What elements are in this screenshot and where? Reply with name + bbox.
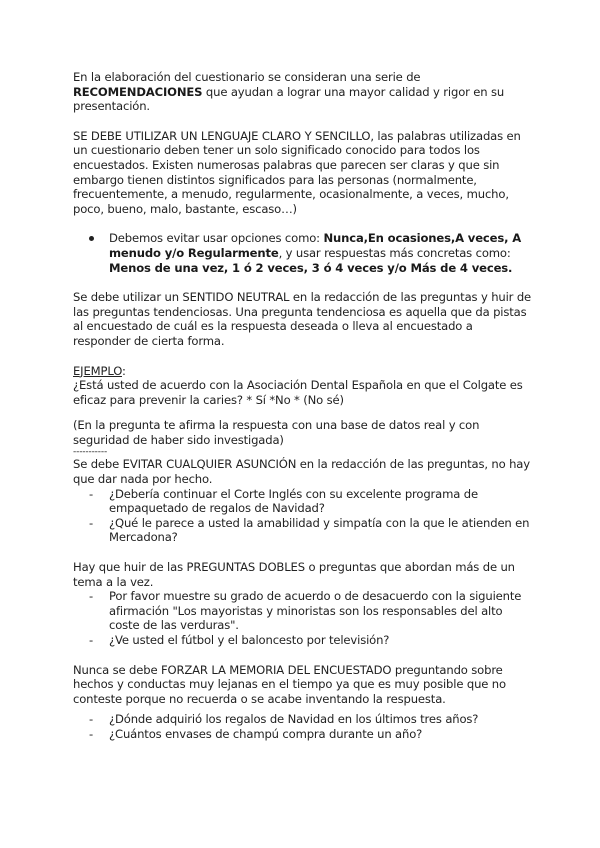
dash-icon: -: [89, 486, 94, 501]
asuncion-list: [73, 487, 533, 545]
list-item-text: ¿Cuántos envases de champú compra durante un año?: [109, 726, 423, 741]
dash-icon: -: [89, 515, 94, 530]
intro-text-end: que ayudan a lograr una mayor calidad y rigor en su presentación.: [73, 84, 505, 114]
ejemplo-note: (En la pregunta te afirma la respuesta con una base de datos real y con seguridad de haber sido investigada): [73, 418, 480, 447]
list-item: [73, 487, 533, 516]
list-item: [73, 712, 533, 727]
dash-icon: -: [89, 633, 94, 647]
list-item-text: ¿Qué le parece a usted la amabilidad y simpatía con la que le atienden en Mercadona?: [109, 515, 530, 545]
list-item: [73, 589, 533, 633]
bullet-text: Debemos evitar usar opciones como:: [109, 231, 324, 246]
ejemplo-heading: [73, 364, 533, 379]
separator: -----------: [73, 447, 108, 458]
intro-text: En la elaboración del cuestionario se consideran una serie de: [73, 70, 421, 84]
list-item-text: Por favor muestre su grado de acuerdo o de desacuerdo con la siguiente afirmación "Los mayoristas y minoristas son los responsables del alto coste de las verduras".: [109, 589, 522, 633]
list-item: [73, 633, 533, 648]
ejemplo-colon: :: [121, 363, 126, 378]
document-page: [73, 70, 533, 742]
ejemplo-question: ¿Está usted de acuerdo con la Asociación Dental Española en que el Colgate es eficaz para prevenir la caries? * Sí *No * (No sé): [73, 378, 523, 407]
lenguaje-paragraph: SE DEBE UTILIZAR UN LENGUAJE CLARO Y SENCILLO, las palabras utilizadas en un cuestionario deben tener un solo significado conocido para todos los encuestados. Existen numerosas palabras que parecen ser claras y que sin embargo tienen distintos significados para las personas (normalmente, frecuentemente, a menudo, regularmente, ocasionalmente, a veces, mucho, poco, bueno, malo, bastante, escaso…): [73, 128, 521, 216]
dash-icon: -: [89, 589, 94, 604]
memoria-paragraph: Nunca se debe FORZAR LA MEMORIA DEL ENCUESTADO preguntando sobre hechos y conductas muy lejanas en el tiempo ya que es muy posible que no conteste porque no recuerda o se acabe inventando la respuesta.: [73, 662, 506, 706]
list-item-text: ¿Ve usted el fútbol y el baloncesto por televisión?: [109, 633, 390, 647]
list-item: [73, 727, 533, 742]
memoria-list: [73, 712, 533, 741]
asuncion-paragraph: Se debe EVITAR CUALQUIER ASUNCIÓN en la redacción de las preguntas, no hay que dar nada por hecho.: [73, 457, 530, 487]
recomendaciones-heading: RECOMENDACIONES: [73, 84, 203, 99]
vague-options: Nunca,En ocasiones,A veces, A menudo y/o Regularmente: [109, 231, 522, 260]
intro-paragraph: [73, 70, 533, 114]
bullet-icon: [89, 236, 94, 241]
list-item-text: ¿Debería continuar el Corte Inglés con su excelente programa de empaquetado de regalos de Navidad?: [109, 486, 478, 516]
list-item: [73, 516, 533, 545]
dash-icon: -: [89, 726, 94, 741]
list-item-text: ¿Dónde adquirió los regalos de Navidad en los últimos tres años?: [109, 712, 479, 727]
sentido-neutral-paragraph: Se debe utilizar un SENTIDO NEUTRAL en la redacción de las preguntas y huir de las preguntas tendenciosas. Una pregunta tendenciosa es aquella que da pistas al encuestado de cuál es la respuesta deseada o lleva al encuestado a responder de cierta forma.: [73, 290, 532, 348]
preguntas-dobles-paragraph: Hay que huir de las PREGUNTAS DOBLES o preguntas que abordan más de un tema a la vez.: [73, 560, 515, 589]
concrete-options: Menos de una vez, 1 ó 2 veces, 3 ó 4 veces y/o Más de 4 veces.: [109, 260, 513, 275]
options-bullet-list: [73, 231, 533, 275]
list-item: [73, 231, 533, 275]
ejemplo-label: EJEMPLO: [73, 363, 122, 378]
dobles-list: [73, 589, 533, 647]
bullet-text-mid: , y usar respuestas más concretas como:: [278, 245, 511, 260]
dash-icon: -: [89, 712, 94, 727]
